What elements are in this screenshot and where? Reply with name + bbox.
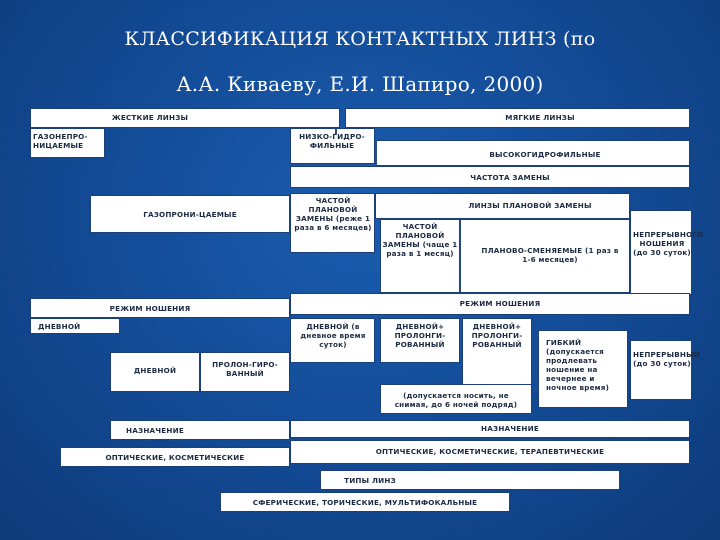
soft-purpose-value: ОПТИЧЕСКИЕ, КОСМЕТИЧЕСКИЕ, ТЕРАПЕВТИЧЕСКИЕ xyxy=(375,447,605,456)
connector-line xyxy=(460,219,461,293)
soft-day-prolonged-1-label: ДНЕВНОЙ+ ПРОЛОНГИ-РОВАННЫЙ xyxy=(394,322,446,349)
continuous-label: НЕПРЕРЫВНЫЙ (до 30 суток) xyxy=(633,350,700,368)
soft-wear-mode-label: РЕЖИМ НОШЕНИЯ xyxy=(459,299,541,308)
hard-purpose-value: ОПТИЧЕСКИЕ, КОСМЕТИЧЕСКИЕ xyxy=(105,453,245,462)
frequent-planned-label: ЧАСТОЙ ПЛАНОВОЙ ЗАМЕНЫ (чаще 1 раза в 1 месяц) xyxy=(382,222,458,258)
hard-purpose-label: НАЗНАЧЕНИЕ xyxy=(126,426,184,435)
planned-change-label: ПЛАНОВО-СМЕНЯЕМЫЕ (1 раз в 1-6 месяцев) xyxy=(481,246,619,264)
flexible-label: ГИБКИЙ (допускается продлевать ношение на вечернее и ночное время) xyxy=(546,338,610,392)
hard-lenses-label: ЖЕСТКИЕ ЛИНЗЫ xyxy=(111,113,189,122)
soft-lenses-label: МЯГКИЕ ЛИНЗЫ xyxy=(505,113,575,122)
soft-purpose-label: НАЗНАЧЕНИЕ xyxy=(481,424,539,433)
gas-permeable-label: ГАЗОПРОНИ-ЦАЕМЫЕ xyxy=(143,210,237,219)
soft-day-prolonged-2-label: ДНЕВНОЙ+ ПРОЛОНГИ-РОВАННЫЙ xyxy=(471,322,523,349)
hard-day-outer-label: ДНЕВНОЙ xyxy=(38,322,81,331)
hard-day-inner-label: ДНЕВНОЙ xyxy=(133,366,177,375)
types-value: СФЕРИЧЕСКИЕ, ТОРИЧЕСКИЕ, МУЛЬТИФОКАЛЬНЫЕ xyxy=(252,498,478,507)
replacement-frequency-label: ЧАСТОТА ЗАМЕНЫ xyxy=(470,173,550,182)
planned-replacement-label: ЛИНЗЫ ПЛАНОВОЙ ЗАМЕНЫ xyxy=(468,201,592,210)
hard-prolonged-label: ПРОЛОН-ГИРО-ВАННЫЙ xyxy=(212,360,278,378)
low-hydro-label: НИЗКО-ГИДРО-ФИЛЬНЫЕ xyxy=(299,132,365,150)
types-label: ТИПЫ ЛИНЗ xyxy=(344,476,396,485)
hard-wear-mode-label: РЕЖИМ НОШЕНИЯ xyxy=(109,304,191,313)
slide-title-line1: КЛАССИФИКАЦИЯ КОНТАКТНЫХ ЛИНЗ (по xyxy=(124,28,596,50)
slide-title-line2: А.А. Киваеву, Е.И. Шапиро, 2000) xyxy=(176,72,544,96)
gas-impermeable-label: ГАЗОНЕПРО-НИЦАЕМЫЕ xyxy=(33,132,88,150)
soft-day-label: ДНЕВНОЙ (в дневное время суток) xyxy=(300,322,366,349)
continuous-wear-label: НЕПРЕРЫВНОГО НОШЕНИЯ (до 30 суток) xyxy=(633,230,704,257)
continuous-box xyxy=(630,340,700,400)
frequent-replacement-label: ЧАСТОЙ ПЛАНОВОЙ ЗАМЕНЫ (реже 1 раза в 6 месяцев) xyxy=(294,196,372,232)
connector-line xyxy=(375,140,377,166)
high-hydro-label: ВЫСОКОГИДРОФИЛЬНЫЕ xyxy=(489,150,601,159)
prolonged-note-label: (допускается носить, не снимая, до 6 ночей подряд) xyxy=(394,391,518,409)
